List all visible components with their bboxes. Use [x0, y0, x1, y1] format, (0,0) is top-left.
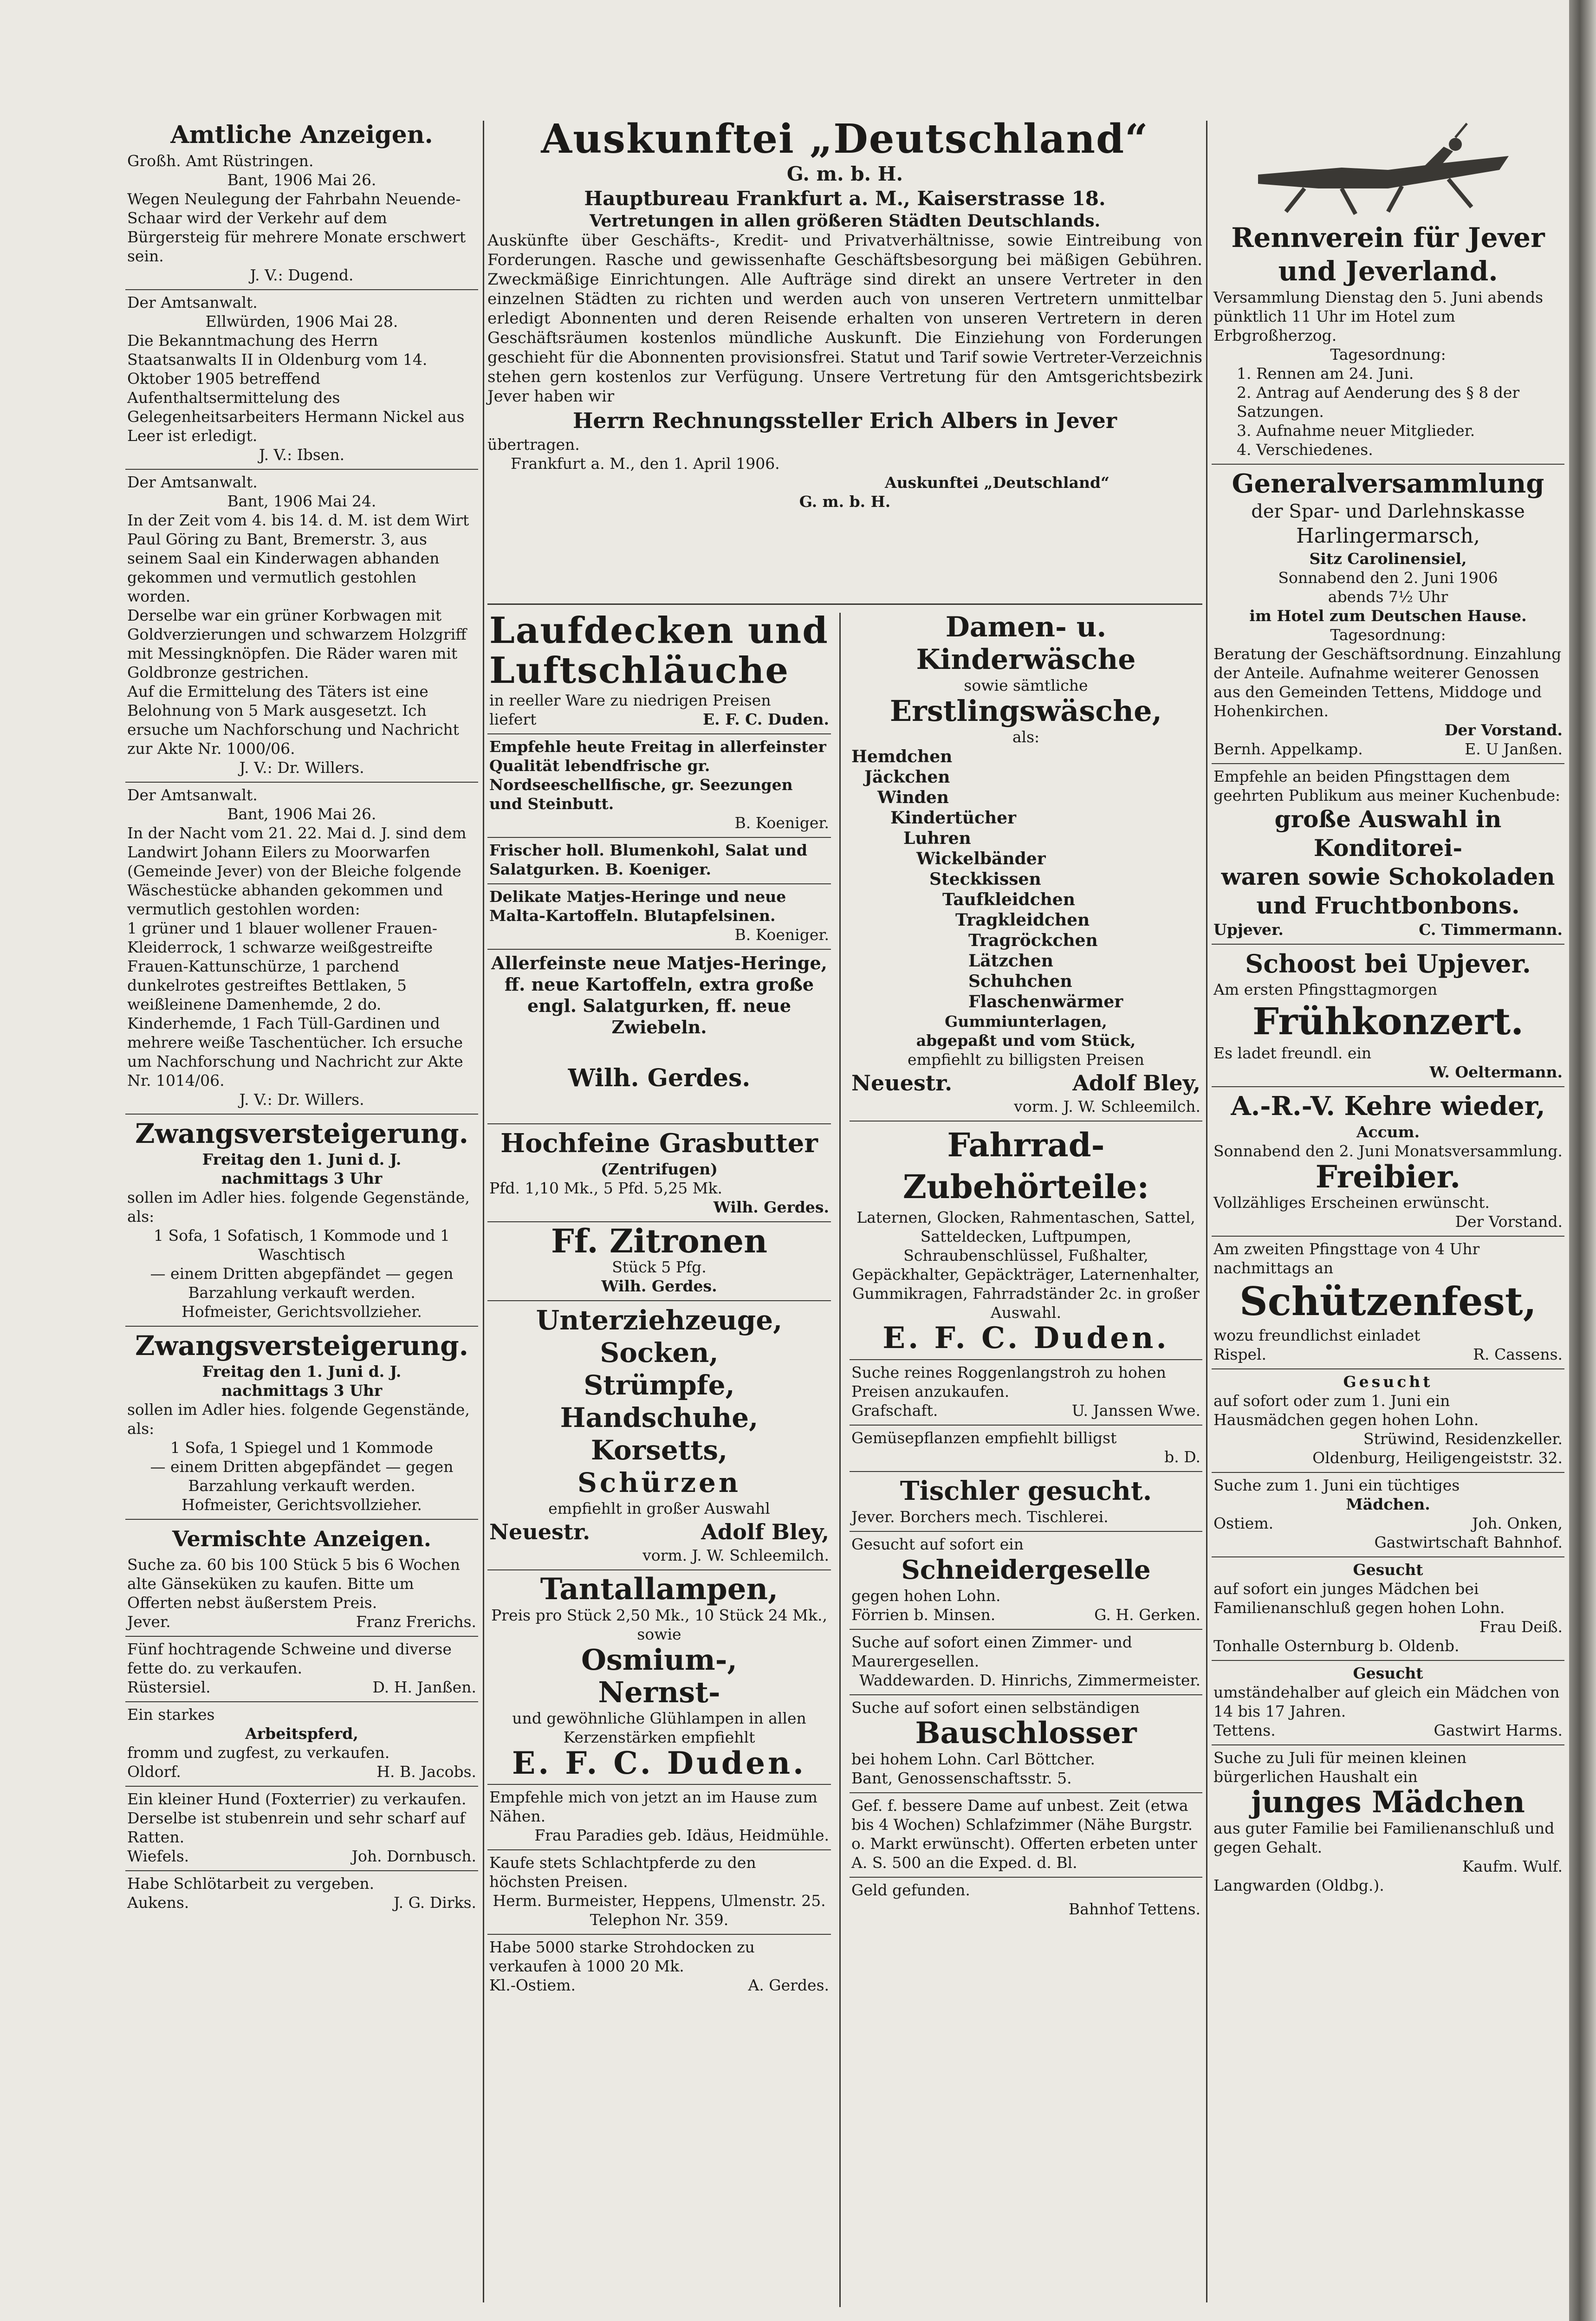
column-middle	[487, 116, 1202, 2307]
roggen-text: Suche reines Roggenlangstroh zu hohen Preisen anzukaufen.	[851, 1363, 1166, 1400]
naehen-text: Empfehle mich von jetzt an im Hause zum Nähen.	[489, 1788, 817, 1825]
notice-1-body: Wegen Neulegung der Fahrbahn Neuende-Schaar wird der Verkehr auf dem Bürgersteig für mehrere Monate erschwert sein.	[127, 190, 466, 265]
bley-clothing-ad	[487, 1301, 831, 1570]
misc-ad-3-title: Arbeitspferd,	[245, 1725, 358, 1743]
gesucht-4-title: Gesucht	[1353, 1664, 1423, 1682]
fahrrad-ad	[850, 1122, 1202, 1360]
notice-3-body-3: Auf die Ermittelung des Täters ist eine Belohnung von 5 Mark ausgesetzt. Ich ersuche um Nachforschung und Nachricht zur Akte Nr. 1000/06.	[127, 682, 459, 758]
gesucht-3-sign-2: Tonhalle Osternburg b. Oldenb.	[1213, 1637, 1460, 1655]
misc-ad-3-place: Oldorf.	[127, 1763, 181, 1781]
column-right	[1212, 116, 1564, 1900]
stroh-sign	[489, 1976, 829, 1995]
schneider-ad	[850, 1532, 1202, 1630]
gv-date: Sonnabend den 2. Juni 1906	[1278, 569, 1498, 587]
kinderwaesche-item: Wickelbänder	[916, 849, 1046, 869]
misc-ad-5-place: Aukens.	[127, 1893, 189, 1912]
rennverein-agenda-title: Tagesordnung:	[1330, 345, 1446, 363]
auskunftei-body: Auskünfte über Geschäfts-, Kredit- und Privatverhältnisse, sowie Eintreibung von Forderungen. Rasche und gewissenhafte Geschäftsbesorgung bei mäßigen Gebühren. Zweckmäßige Einrichtungen. Alle Aufträge sind direkt an unsere Vertreter in den einzelnen Städten zu richten und werden auch von unseren Vertretern unmittelbar erledigt Abonnenten und deren Reisende erhalten von unseren Vertretern in deren Geschäftsräumen kostenlos mündliche Auskunft. Die Einziehung von Forderungen geschieht für die Abonnenten provisionsfrei. Statut und Tarif sowie Vertreter-Verzeichnis stehen gern kostenlos zur Verfügung. Unsere Vertretung für den Amtsgerichtsbezirk Jever haben wir	[487, 231, 1202, 406]
notice-4-line-2: Bant, 1906 Mai 26.	[227, 805, 376, 823]
kinderwaesche-item: Winden	[877, 788, 949, 807]
misc-ad-4	[125, 1787, 478, 1871]
notice-3-line-2: Bant, 1906 Mai 24.	[227, 492, 376, 510]
freibier-head: A.-R.-V. Kehre wieder,	[1231, 1091, 1545, 1122]
schneider-place: Förrien b. Minsen.	[851, 1606, 996, 1624]
auction-2-sign: Hofmeister, Gerichtsvollzieher.	[182, 1496, 422, 1514]
auction-2-time: nachmittags 3 Uhr	[221, 1381, 383, 1400]
notice-3-line-1: Der Amtsanwalt.	[127, 473, 258, 491]
notice-1-sign: J. V.: Dugend.	[250, 266, 354, 284]
misc-ad-2-name: D. H. Janßen.	[372, 1678, 476, 1696]
gesucht-2-ad	[1212, 1473, 1564, 1557]
auction-1-note: — einem Dritten abgepfändet — gegen Barzahlung verkauft werden.	[150, 1264, 454, 1302]
auction-2-note: — einem Dritten abgepfändet — gegen Barzahlung verkauft werden.	[150, 1458, 454, 1495]
misc-ad-4-text: Ein kleiner Hund (Foxterrier) zu verkaufen. Derselbe ist stubenrein und sehr scharf auf Ratten.	[127, 1790, 467, 1846]
freibier-accum: Accum.	[1356, 1123, 1420, 1141]
schneider-name: G. H. Gerken.	[1094, 1606, 1200, 1624]
konditorei-intro: Empfehle an beiden Pfingsttagen dem geehrten Publikum aus meiner Kuchenbude:	[1213, 767, 1561, 804]
gv-sitz: Sitz Carolinensiel,	[1309, 550, 1467, 568]
grasbutter-title: Hochfeine Grasbutter	[500, 1128, 818, 1159]
maedchen-ad	[1212, 1745, 1564, 1900]
konditorei-title-1: große Auswahl in Konditorei-	[1274, 805, 1502, 862]
roggen-sign	[851, 1401, 1200, 1420]
bauschlosser-sign: Bant, Genossenschaftsstr. 5.	[851, 1769, 1072, 1787]
schneider-body: gegen hohen Lohn.	[851, 1587, 1001, 1605]
tantal-title: Tantallampen,	[540, 1572, 779, 1607]
naehen-sign: Frau Paradies geb. Idäus, Heidmühle.	[534, 1826, 829, 1844]
notice-4	[125, 783, 478, 1115]
gerdes-ad	[487, 950, 831, 1124]
column-rule-2	[1206, 121, 1207, 2302]
luftschlaeuche-title: Luftschläuche	[489, 649, 789, 692]
gesucht-1-body: auf sofort oder zum 1. Juni ein Hausmädchen gegen hohen Lohn.	[1213, 1392, 1479, 1429]
fahrrad-duden: E. F. C. Duden.	[882, 1321, 1169, 1355]
gesucht-2-sign	[1213, 1514, 1563, 1533]
zimmer-text: Suche auf sofort einen Zimmer- und Maurergesellen.	[851, 1633, 1132, 1670]
grasbutter-price: Pfd. 1,10 Mk., 5 Pfd. 5,25 Mk.	[489, 1179, 722, 1197]
matjes-sign: B. Koeniger.	[734, 926, 829, 944]
kinderwaesche-title: Damen- u. Kinderwäsche	[916, 611, 1136, 676]
clothing-street: Neuestr.	[489, 1519, 590, 1544]
zimmer-ad	[850, 1630, 1202, 1695]
kinderwaesche-gummi: Gummiunterlagen,	[945, 1012, 1107, 1031]
misc-ad-4-name: Joh. Dornbusch.	[351, 1847, 476, 1865]
clothing-line-2: Socken,	[600, 1337, 719, 1368]
laufdecken-body: in reeller Ware zu niedrigen Preisen	[489, 691, 771, 709]
notice-4-sign: J. V.: Dr. Willers.	[239, 1090, 364, 1109]
gesucht-1-ad	[1212, 1369, 1564, 1473]
notice-3-sign: J. V.: Dr. Willers.	[239, 759, 364, 777]
auction-1-body: sollen im Adler hies. folgende Gegenstände, als:	[127, 1188, 470, 1225]
notice-2	[125, 290, 478, 470]
kinderwaesche-item: Hemdchen	[851, 747, 953, 766]
kinderwaesche-item: Tragröckchen	[968, 931, 1098, 950]
misc-ad-3-sign	[127, 1762, 476, 1781]
grasbutter-sign: Wilh. Gerdes.	[713, 1198, 829, 1216]
rennverein-agenda-item: 3. Aufnahme neuer Mitglieder.	[1237, 421, 1475, 440]
freibier-sign: Der Vorstand.	[1455, 1212, 1563, 1231]
rennverein-body: Versammlung Dienstag den 5. Juni abends pünktlich 11 Uhr im Hotel zum Erbgroßherzog.	[1213, 288, 1544, 344]
lamps-body: und gewöhnliche Glühlampen in allen Kerzenstärken empfiehlt	[512, 1709, 806, 1746]
gesucht-4-body: umständehalber auf gleich ein Mädchen von 14 bis 17 Jahren.	[1213, 1683, 1560, 1720]
kinderwaesche-item: Lätzchen	[968, 951, 1053, 971]
konditorei-title-2: waren sowie Schokoladen	[1221, 863, 1555, 890]
notice-2-body: Die Bekanntmachung des Herrn Staatsanwalts II in Oldenburg vom 14. Oktober 1905 betreffend Aufenthaltsermittelung des Gelegenheitsarbeiters Hermann Nickel aus Leer ist erledigt.	[127, 331, 465, 445]
auction-1-when: Freitag den 1. Juni d. J.	[202, 1150, 402, 1168]
kinderwaesche-item: Kindertücher	[890, 808, 1016, 828]
stroh-place: Kl.-Ostiem.	[489, 1976, 576, 1994]
roggen-place: Grafschaft.	[851, 1401, 938, 1420]
misc-ad-2-place: Rüstersiel.	[127, 1678, 211, 1696]
bauschlosser-ad	[850, 1695, 1202, 1793]
konditorei-sign	[1213, 920, 1563, 939]
notice-2-line-1: Der Amtsanwalt.	[127, 293, 258, 311]
laufdecken-title: Laufdecken und	[489, 609, 829, 652]
misc-ad-5	[125, 1871, 478, 1917]
misc-ad-3	[125, 1702, 478, 1787]
gesucht-3-body: auf sofort ein junges Mädchen bei Familienanschluß gegen hohen Lohn.	[1213, 1580, 1505, 1617]
gv-sign-1: Bernh. Appelkamp.	[1213, 740, 1363, 758]
misc-ad-3-body: fromm und zugfest, zu verkaufen.	[127, 1744, 390, 1762]
fisch-sign: B. Koeniger.	[734, 814, 829, 832]
horse-race-icon	[1249, 119, 1527, 221]
matjes-text: Delikate Matjes-Heringe und neue Malta-Kartoffeln. Blutapfelsinen.	[489, 888, 786, 925]
schuetzenfest-sign	[1213, 1345, 1563, 1364]
auction-2-items: 1 Sofa, 1 Spiegel und 1 Kommode	[170, 1439, 434, 1457]
gv-sign	[1213, 739, 1563, 759]
schneider-sign	[851, 1605, 1200, 1624]
bauschlosser-title: Bauschlosser	[915, 1716, 1137, 1750]
schuetzenfest-when: Am zweiten Pfingsttage von 4 Uhr nachmittags an	[1213, 1240, 1480, 1277]
kinderwaesche-items	[851, 746, 1200, 1012]
zitronen-sign: Wilh. Gerdes.	[601, 1277, 717, 1295]
roggen-name: U. Janssen Wwe.	[1071, 1401, 1200, 1420]
auction-1-title: Zwangsversteigerung.	[135, 1118, 468, 1149]
clothing-line-3: Strümpfe,	[584, 1369, 735, 1401]
maedchen-sign: Kaufm. Wulf.	[1462, 1857, 1563, 1875]
freibier-body: Vollzähliges Erscheinen erwünscht.	[1213, 1193, 1490, 1212]
rennverein-agenda-item: 2. Antrag auf Aenderung des § 8 der Satzungen.	[1237, 383, 1520, 421]
gemuese-ad	[850, 1426, 1202, 1472]
bauschlosser-intro: Suche auf sofort einen selbständigen	[851, 1699, 1140, 1717]
pferde-text: Kaufe stets Schlachtpferde zu den höchsten Preisen.	[489, 1854, 756, 1891]
clothing-line-4: Handschuhe,	[560, 1402, 759, 1433]
gv-sign-2: E. U Janßen.	[1465, 740, 1563, 758]
auskunftei-transferred: übertragen.	[487, 435, 580, 454]
auction-2-when: Freitag den 1. Juni d. J.	[202, 1362, 402, 1381]
geld-ad	[850, 1878, 1202, 1923]
section-title-official: Amtliche Anzeigen.	[170, 121, 433, 149]
schuetzenfest-ad	[1212, 1237, 1564, 1369]
gv-body: Beratung der Geschäftsordnung. Einzahlung der Anteile. Aufnahme weiterer Genossen aus den Gemeinden Tettens, Middoge und Hohenkirchen.	[1213, 645, 1562, 720]
schuetzenfest-title: Schützenfest,	[1239, 1278, 1537, 1324]
gesucht-3-title: Gesucht	[1353, 1561, 1423, 1579]
naehen-ad	[487, 1785, 831, 1850]
gesucht-3-ad	[1212, 1557, 1564, 1661]
clothing-name: Adolf Bley,	[701, 1519, 829, 1544]
gerdes-sign: Wilh. Gerdes.	[568, 1064, 751, 1092]
erstlingswaesche-title: Erstlingswäsche,	[889, 694, 1162, 728]
auskunftei-ad	[487, 116, 1202, 605]
gesucht-2-business: Gastwirtschaft Bahnhof.	[1374, 1533, 1563, 1551]
auction-2-body: sollen im Adler hies. folgende Gegenstände, als:	[127, 1400, 470, 1438]
misc-ad-3-text: Ein starkes	[127, 1705, 215, 1724]
maedchen-title: junges Mädchen	[1251, 1785, 1525, 1820]
notice-3-body-2: Derselbe war ein grüner Korbwagen mit Goldverzierungen und schwarzem Holzgriff mit Messingknöpfen. Die Räder waren mit Goldbronze gestrichen.	[127, 606, 467, 681]
gesucht-2-title: Mädchen.	[1346, 1495, 1430, 1513]
gv-line-2: Harlingermarsch,	[1296, 524, 1480, 548]
fruehkonzert-when: Am ersten Pfingsttagmorgen	[1213, 980, 1438, 998]
geld-text: Geld gefunden.	[851, 1881, 970, 1899]
kinderwaesche-sign	[851, 1069, 1200, 1097]
fruehkonzert-invite: Es ladet freundl. ein	[1213, 1044, 1372, 1062]
auskunftei-representation: Vertretungen in allen größeren Städten Deutschlands.	[589, 211, 1101, 231]
kinderwaesche-item: Tragkleidchen	[955, 910, 1090, 930]
roggen-ad	[850, 1360, 1202, 1426]
misc-ad-5-name: J. G. Dirks.	[393, 1893, 476, 1912]
lamps-ad	[487, 1570, 831, 1785]
laufdecken-name: E. F. C. Duden.	[702, 710, 829, 728]
gesucht-3-sign: Frau Deiß.	[1479, 1618, 1563, 1636]
auskunftei-sign-gmbh: G. m. b. H.	[799, 493, 891, 511]
misc-ad-1-name: Franz Frerichs.	[356, 1613, 476, 1631]
auction-1-sign: Hofmeister, Gerichtsvollzieher.	[182, 1303, 422, 1321]
clothing-line-1: Unterziehzeuge,	[536, 1304, 783, 1336]
notice-1-line-1: Großh. Amt Rüstringen.	[127, 152, 314, 170]
misc-title: Vermischte Anzeigen.	[172, 1526, 431, 1551]
stroh-text: Habe 5000 starke Strohdocken zu verkaufen à 1000 20 Mk.	[489, 1938, 755, 1975]
kinderwaesche-als: als:	[1012, 728, 1040, 746]
rennverein-title: Rennverein für Jever	[1231, 222, 1545, 253]
gesucht-1-sign: Strüwind, Residenzkeller.	[1363, 1430, 1563, 1448]
notice-2-line-2: Ellwürden, 1906 Mai 28.	[205, 312, 398, 331]
kinderwaesche-item: Luhren	[903, 829, 971, 848]
zitronen-price: Stück 5 Pfg.	[612, 1258, 707, 1276]
notice-2-sign: J. V.: Ibsen.	[259, 446, 345, 464]
kinderwaesche-item: Jäckchen	[864, 767, 950, 787]
fisch-text: Empfehle heute Freitag in allerfeinster Qualität lebendfrische gr. Nordseeschellfische, gr. Seezungen und Steinbutt.	[489, 738, 826, 813]
fruehkonzert-title: Frühkonzert.	[1252, 999, 1524, 1043]
laufdecken-ad	[487, 608, 831, 734]
freibier-ad	[1212, 1087, 1564, 1237]
grasbutter-sub: (Zentrifugen)	[601, 1160, 718, 1178]
auskunftei-title: Auskunftei „Deutschland“	[541, 116, 1149, 162]
kinderwaesche-sub: sowie sämtliche	[964, 676, 1088, 694]
auction-1-items: 1 Sofa, 1 Sofatisch, 1 Kommode und 1 Waschtisch	[154, 1226, 450, 1264]
gesucht-1-sign-2: Oldenburg, Heiligengeiststr. 32.	[1312, 1449, 1563, 1467]
fisch-ad	[487, 734, 831, 838]
misc-ad-4-place: Wiefels.	[127, 1847, 189, 1865]
konditorei-place: Upjever.	[1213, 921, 1284, 939]
kinderwaesche-ad	[850, 608, 1202, 1122]
notice-1-line-2: Bant, 1906 Mai 26.	[227, 171, 376, 189]
rennverein-ad	[1212, 116, 1564, 465]
rennverein-title-2: und Jeverland.	[1278, 255, 1498, 287]
gemuese-sign: b. D.	[1164, 1448, 1200, 1466]
misc-ad-2	[125, 1637, 478, 1702]
clothing-line-5: Korsetts,	[590, 1434, 728, 1466]
misc-ad-1: Suche za. 60 bis 100 Stück 5 bis 6 Wochen alte Gänseküken zu kaufen. Bitte um Offerten nebst äußerstem Preis.	[127, 1556, 460, 1612]
zitronen-ad	[487, 1222, 831, 1301]
misc-ad-2-sign	[127, 1678, 476, 1697]
auskunftei-sign: Auskunftei „Deutschland“	[885, 473, 1109, 492]
gurken-text: Frischer holl. Blumenkohl, Salat und Salatgurken. B. Koeniger.	[489, 841, 807, 878]
tantal-price: Preis pro Stück 2,50 Mk., 10 Stück 24 Mk., sowie	[491, 1606, 827, 1643]
kinderwaesche-item: Schuhchen	[968, 972, 1072, 991]
clothing-line-6: Schürzen	[577, 1467, 741, 1498]
maedchen-place: Langwarden (Oldbg.).	[1213, 1876, 1384, 1894]
dame-text: Gef. f. bessere Dame auf unbest. Zeit (etwa bis 4 Wochen) Schlafzimmer (Nähe Burgstr. o. Markt erwünscht). Offerten erbeten unter A. S. 500 an die Exped. d. Bl.	[851, 1796, 1197, 1872]
schuetzenfest-invite: wozu freundlichst einladet	[1213, 1326, 1421, 1344]
misc-ad-5-text: Habe Schlötarbeit zu vergeben.	[127, 1874, 375, 1893]
gv-board: Der Vorstand.	[1444, 721, 1563, 739]
gurken-ad	[487, 838, 831, 884]
fruehkonzert-place: Schoost bei Upjever.	[1245, 949, 1531, 979]
konditorei-name: C. Timmermann.	[1419, 921, 1563, 939]
freibier-title: Freibier.	[1315, 1159, 1461, 1195]
clothing-formerly: vorm. J. W. Schleemilch.	[642, 1546, 829, 1564]
misc-ad-5-sign	[127, 1893, 476, 1912]
gesucht-2-place: Ostiem.	[1213, 1514, 1274, 1532]
freibier-date: Sonnabend den 2. Juni Monatsversammlung.	[1213, 1142, 1563, 1160]
gv-time: abends 7½ Uhr	[1328, 588, 1448, 606]
tischler-sign: Jever. Borchers mech. Tischlerei.	[851, 1508, 1109, 1526]
lamps-duden: E. F. C. Duden.	[512, 1745, 807, 1781]
auction-1	[125, 1115, 478, 1327]
osmium-title: Osmium-,	[581, 1643, 738, 1677]
rennverein-agenda	[1213, 364, 1563, 459]
grasbutter-ad	[487, 1124, 831, 1222]
gemuese-text: Gemüsepflanzen empfiehlt billigst	[851, 1429, 1117, 1447]
misc-ad-4-sign	[127, 1847, 476, 1866]
konditorei-title-3: und Fruchtbonbons.	[1256, 892, 1520, 919]
kinderwaesche-abgepasst: abgepaßt und vom Stück,	[916, 1031, 1136, 1050]
kinderwaesche-formerly: vorm. J. W. Schleemilch.	[1014, 1097, 1200, 1115]
pferde-sign: Herm. Burmeister, Heppens, Ulmenstr. 25. Telephon Nr. 359.	[493, 1892, 826, 1929]
rennverein-agenda-item: 4. Verschiedenes.	[1237, 441, 1373, 459]
laufdecken-sign	[489, 710, 829, 729]
notice-3-body: In der Zeit vom 4. bis 14. d. M. ist dem Wirt Paul Göring zu Bant, Bremerstr. 3, aus seinem Saal ein Kinderwagen abhanden gekommen und vermutlich gestohlen worden.	[127, 511, 469, 605]
fruehkonzert-ad	[1212, 945, 1564, 1087]
misc-ads	[125, 1520, 478, 1637]
matjes-ad	[487, 884, 831, 950]
gesucht-4-ad	[1212, 1661, 1564, 1745]
gv-place: im Hotel zum Deutschen Hause.	[1249, 607, 1527, 625]
geld-sign: Bahnhof Tettens.	[1069, 1900, 1200, 1918]
stroh-name: A. Gerdes.	[748, 1976, 829, 1994]
auction-2-title: Zwangsversteigerung.	[135, 1330, 468, 1361]
auction-1-time: nachmittags 3 Uhr	[221, 1169, 383, 1187]
clothing-sign	[489, 1518, 829, 1546]
auskunftei-gmbh: G. m. b. H.	[786, 162, 903, 185]
notice-3	[125, 470, 478, 783]
notice-4-line-1: Der Amtsanwalt.	[127, 786, 258, 804]
gesucht-4-place: Tettens.	[1213, 1721, 1276, 1739]
dame-ad	[850, 1793, 1202, 1878]
konditorei-ad	[1212, 764, 1564, 945]
column-middle-right	[850, 608, 1202, 1923]
maedchen-intro: Suche zu Juli für meinen kleinen bürgerlichen Haushalt ein	[1213, 1749, 1467, 1786]
kinderwaesche-item: Taufkleidchen	[942, 890, 1075, 909]
tischler-ad	[850, 1472, 1202, 1532]
column-middle-inner-rule	[839, 613, 841, 2307]
kinderwaesche-item: Steckkissen	[929, 869, 1041, 889]
zimmer-sign: Waddewarden. D. Hinrichs, Zimmermeister.	[859, 1671, 1200, 1689]
kinderwaesche-item: Flaschenwärmer	[968, 992, 1123, 1011]
notice-4-body-2: 1 grüner und 1 blauer wollener Frauen-Kleiderrock, 1 schwarze weißgestreifte Frauen-Kattunschürze, 1 parchend dunkelrotes gestreiftes Bettlaken, 5 weißleinene Damenhemde, 2 do. Kinderhemde, 1 Fach Tüll-Gardinen und mehrere weiße Taschentücher. Ich ersuche um Nachforschung und Nachricht zur Akte Nr. 1014/06.	[127, 919, 463, 1089]
bauschlosser-body: bei hohem Lohn. Carl Böttcher.	[851, 1750, 1095, 1768]
schuetzenfest-name: R. Cassens.	[1473, 1345, 1563, 1363]
gesucht-4-sign	[1213, 1721, 1563, 1740]
auskunftei-hq: Hauptbureau Frankfurt a. M., Kaiserstrasse 18.	[584, 187, 1106, 210]
pferde-ad	[487, 1850, 831, 1935]
tischler-title: Tischler gesucht.	[900, 1476, 1152, 1506]
column-rule-1	[483, 121, 484, 2302]
generalversammlung-ad	[1212, 465, 1564, 764]
schuetzenfest-place: Rispel.	[1213, 1345, 1267, 1363]
schneider-intro: Gesucht auf sofort ein	[851, 1535, 1024, 1553]
gesucht-2-name: Joh. Onken,	[1472, 1514, 1563, 1532]
rennverein-agenda-item: 1. Rennen am 24. Juni.	[1237, 364, 1414, 383]
misc-ad-1-place: Jever.	[127, 1613, 171, 1631]
misc-ad-3-name: H. B. Jacobs.	[376, 1763, 476, 1781]
kinderwaesche-name: Adolf Bley,	[1072, 1070, 1200, 1096]
kinderwaesche-street: Neuestr.	[851, 1070, 953, 1096]
laufdecken-label: liefert	[489, 710, 537, 728]
misc-ad-2-text: Fünf hochtragende Schweine und diverse fette do. zu verkaufen.	[127, 1640, 452, 1677]
column-left	[125, 116, 478, 1917]
gesucht-4-name: Gastwirt Harms.	[1434, 1721, 1563, 1739]
gv-title: Generalversammlung	[1232, 468, 1544, 499]
strohdocken-ad	[487, 1935, 831, 1999]
auction-2	[125, 1327, 478, 1520]
gerdes-text: Allerfeinste neue Matjes-Heringe, ff. neue Kartoffeln, extra große engl. Salatgurken, ff. neue Zwiebeln.	[491, 953, 827, 1037]
gv-agenda-title: Tagesordnung:	[1330, 626, 1446, 644]
fahrrad-body: Laternen, Glocken, Rahmentaschen, Sattel, Satteldecken, Luftpumpen, Schraubenschlüssel, Fußhalter, Gepäckhalter, Gepäckträger, Laternenhalter, Gummikragen, Fahrradständer 2c. in großer Auswahl.	[852, 1208, 1200, 1322]
kinderwaesche-empfiehlt: empfiehlt zu billigsten Preisen	[908, 1050, 1144, 1069]
zitronen-title: Ff. Zitronen	[551, 1222, 767, 1260]
nernst-title: Nernst-	[598, 1675, 720, 1709]
fahrrad-title-1: Fahrrad-	[947, 1126, 1105, 1164]
gesucht-2-body: Suche zum 1. Juni ein tüchtiges	[1213, 1476, 1460, 1494]
gv-line-1: der Spar- und Darlehnskasse	[1251, 501, 1525, 522]
maedchen-body: aus guter Familie bei Familienanschluß und gegen Gehalt.	[1213, 1819, 1555, 1856]
auskunftei-agent: Herrn Rechnungssteller Erich Albers in Jever	[572, 408, 1117, 433]
misc-ad-1-sign	[127, 1612, 476, 1631]
clothing-body: empfiehlt in großer Auswahl	[548, 1499, 770, 1517]
fahrrad-title-2: Zubehörteile:	[902, 1167, 1149, 1206]
fruehkonzert-sign: W. Oeltermann.	[1429, 1063, 1563, 1081]
auskunftei-date: Frankfurt a. M., den 1. April 1906.	[511, 454, 780, 473]
notice-4-body: In der Nacht vom 21. 22. Mai d. J. sind dem Landwirt Johann Eilers zu Moorwarfen (Gemeinde Jever) von der Bleiche folgende Wäschestücke abhanden gekommen und vermutlich gestohlen worden:	[127, 824, 467, 918]
gesucht-1-title: Gesucht	[1343, 1373, 1433, 1391]
page-edge	[1569, 0, 1596, 2321]
schneider-title: Schneidergeselle	[901, 1555, 1151, 1585]
official-notices-header-block	[125, 116, 478, 290]
column-middle-left	[487, 608, 831, 1999]
